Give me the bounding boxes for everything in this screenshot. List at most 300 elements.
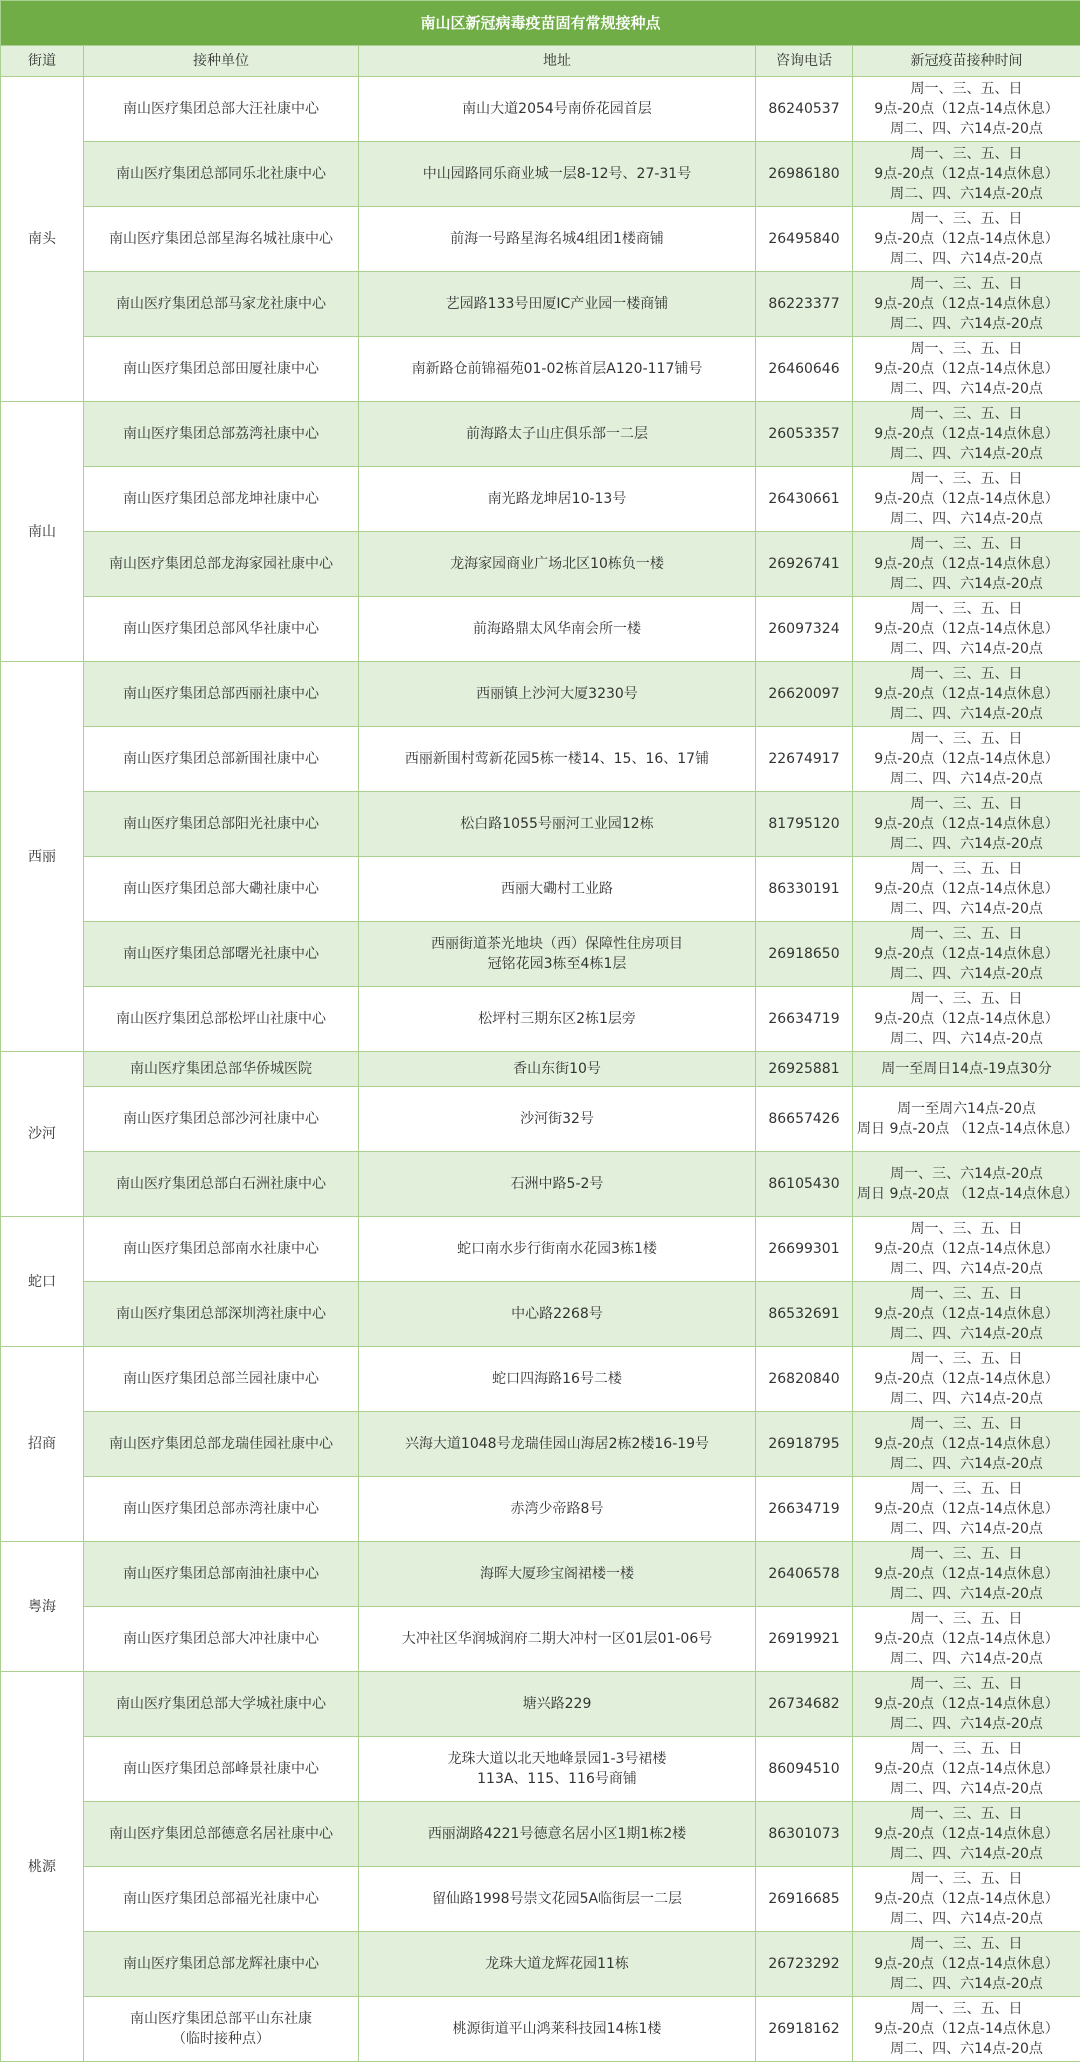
time-line: 周二、四、六14点-20点 (890, 1391, 1043, 1407)
address-cell (359, 1997, 756, 2062)
address-line: 艺园路133号田厦IC产业园一楼商铺 (445, 296, 669, 312)
phone-cell: 86223377 (756, 272, 853, 337)
unit-cell (84, 1997, 359, 2062)
time-line: 9点-20点（12点-14点休息） (874, 621, 1059, 637)
unit-line: （临时接种点） (172, 2031, 270, 2047)
time-line: 周一、三、五、日 (910, 81, 1023, 97)
time-line: 周二、四、六14点-20点 (890, 1716, 1043, 1732)
address-cell (359, 1542, 756, 1607)
time-line: 周一至周六14点-20点 (897, 1101, 1036, 1117)
time-line: 周一、三、五、日 (910, 1806, 1023, 1822)
unit-line: 南山医疗集团总部平山东社康 (130, 2011, 312, 2027)
unit-line: 南山医疗集团总部龙瑞佳园社康中心 (109, 1436, 333, 1452)
address-line: 沙河街32号 (520, 1111, 594, 1127)
address-cell (359, 1607, 756, 1672)
street-cell: 桃源 (1, 1672, 84, 2062)
table-row (1, 662, 1080, 727)
table-header-row (1, 46, 1080, 77)
time-line: 周二、四、六14点-20点 (890, 836, 1043, 852)
time-line: 9点-20点（12点-14点休息） (874, 556, 1059, 572)
address-line: 蛇口四海路16号二楼 (492, 1371, 622, 1387)
address-cell (359, 1867, 756, 1932)
street-cell: 招商 (1, 1347, 84, 1542)
table-row (1, 1997, 1080, 2062)
time-line: 9点-20点（12点-14点休息） (874, 296, 1059, 312)
address-cell (359, 467, 756, 532)
table-row (1, 1672, 1080, 1737)
time-cell (853, 1412, 1080, 1477)
address-cell (359, 922, 756, 987)
table-row (1, 792, 1080, 857)
time-line: 9点-20点（12点-14点休息） (874, 946, 1059, 962)
table-row (1, 1087, 1080, 1152)
address-cell (359, 1282, 756, 1347)
address-line: 松坪村三期东区2栋1层旁 (478, 1011, 636, 1027)
time-line: 周二、四、六14点-20点 (890, 1781, 1043, 1797)
unit-cell (84, 597, 359, 662)
time-line: 周二、四、六14点-20点 (890, 186, 1043, 202)
header-unit: 接种单位 (84, 46, 359, 77)
time-line: 周二、四、六14点-20点 (890, 966, 1043, 982)
time-line: 周一、三、五、日 (910, 991, 1023, 1007)
time-cell (853, 532, 1080, 597)
table-row (1, 467, 1080, 532)
time-line: 9点-20点（12点-14点休息） (874, 1306, 1059, 1322)
phone-cell: 26634719 (756, 1477, 853, 1542)
table-body (1, 77, 1080, 2062)
time-line: 周二、四、六14点-20点 (890, 1031, 1043, 1047)
address-line: 西丽新围村莺新花园5栋一楼14、15、16、17铺 (404, 751, 710, 767)
time-line: 周一、三、五、日 (910, 1481, 1023, 1497)
header-time: 新冠疫苗接种时间 (853, 46, 1080, 77)
unit-line: 南山医疗集团总部大学城社康中心 (116, 1696, 326, 1712)
address-line: 松白路1055号丽河工业园12栋 (460, 816, 654, 832)
unit-cell (84, 1412, 359, 1477)
address-line: 蛇口南水步行街南水花园3栋1楼 (457, 1241, 657, 1257)
time-cell (853, 1087, 1080, 1152)
phone-cell: 26406578 (756, 1542, 853, 1607)
address-line: 中心路2268号 (511, 1306, 603, 1322)
time-line: 周二、四、六14点-20点 (890, 1456, 1043, 1472)
phone-cell: 26097324 (756, 597, 853, 662)
time-cell (853, 597, 1080, 662)
unit-cell (84, 1542, 359, 1607)
unit-line: 南山医疗集团总部兰园社康中心 (123, 1371, 319, 1387)
unit-cell (84, 1802, 359, 1867)
street-cell: 沙河 (1, 1052, 84, 1217)
address-line: 南山大道2054号南侨花园首层 (462, 101, 652, 117)
address-cell (359, 1412, 756, 1477)
phone-cell: 86240537 (756, 77, 853, 142)
time-line: 周二、四、六14点-20点 (890, 1326, 1043, 1342)
address-cell (359, 207, 756, 272)
time-line: 9点-20点（12点-14点休息） (874, 231, 1059, 247)
table-row (1, 1607, 1080, 1672)
time-line: 9点-20点（12点-14点休息） (874, 426, 1059, 442)
time-line: 周一、三、五、日 (910, 1936, 1023, 1952)
phone-cell: 26916685 (756, 1867, 853, 1932)
address-cell (359, 792, 756, 857)
address-cell (359, 857, 756, 922)
table-row (1, 1282, 1080, 1347)
unit-cell (84, 77, 359, 142)
time-line: 周一、三、五、日 (910, 211, 1023, 227)
time-line: 周一、三、五、日 (910, 1546, 1023, 1562)
address-line: 前海路太子山庄俱乐部一二层 (466, 426, 648, 442)
unit-line: 南山医疗集团总部白石洲社康中心 (116, 1176, 326, 1192)
address-line: 113A、115、116号商铺 (477, 1771, 637, 1787)
time-line: 周一、三、五、日 (910, 1676, 1023, 1692)
table-row (1, 77, 1080, 142)
address-cell (359, 77, 756, 142)
unit-line: 南山医疗集团总部峰景社康中心 (123, 1761, 319, 1777)
time-cell (853, 402, 1080, 467)
time-cell (853, 1347, 1080, 1412)
unit-line: 南山医疗集团总部大汪社康中心 (123, 101, 319, 117)
address-line: 南光路龙坤居10-13号 (487, 491, 627, 507)
time-cell (853, 662, 1080, 727)
time-line: 9点-20点（12点-14点休息） (874, 2021, 1059, 2037)
address-line: 兴海大道1048号龙瑞佳园山海居2栋2楼16-19号 (404, 1436, 710, 1452)
address-cell (359, 402, 756, 467)
table-row (1, 857, 1080, 922)
phone-cell: 86657426 (756, 1087, 853, 1152)
unit-cell (84, 662, 359, 727)
time-cell (853, 1997, 1080, 2062)
address-cell (359, 1672, 756, 1737)
table-row (1, 1217, 1080, 1282)
address-line: 桃源街道平山鸿莱科技园14栋1楼 (452, 2021, 662, 2037)
address-line: 香山东街10号 (513, 1061, 601, 1077)
time-cell (853, 77, 1080, 142)
time-line: 周一、三、五、日 (910, 1611, 1023, 1627)
time-line: 周二、四、六14点-20点 (890, 771, 1043, 787)
time-line: 9点-20点（12点-14点休息） (874, 881, 1059, 897)
time-line: 周一、三、五、日 (910, 536, 1023, 552)
unit-line: 南山医疗集团总部同乐北社康中心 (116, 166, 326, 182)
table-row (1, 207, 1080, 272)
phone-cell: 26925881 (756, 1052, 853, 1087)
header-address: 地址 (359, 46, 756, 77)
address-cell (359, 987, 756, 1052)
time-cell (853, 467, 1080, 532)
table-row (1, 1477, 1080, 1542)
time-cell (853, 727, 1080, 792)
time-line: 9点-20点（12点-14点休息） (874, 491, 1059, 507)
unit-cell (84, 1347, 359, 1412)
address-cell (359, 1152, 756, 1217)
time-line: 周二、四、六14点-20点 (890, 1976, 1043, 1992)
time-line: 周一至周日14点-19点30分 (881, 1061, 1052, 1077)
time-line: 周一、三、五、日 (910, 2001, 1023, 2017)
phone-cell: 26723292 (756, 1932, 853, 1997)
time-line: 周一、三、五、日 (910, 1741, 1023, 1757)
phone-cell: 86105430 (756, 1152, 853, 1217)
unit-line: 南山医疗集团总部荔湾社康中心 (123, 426, 319, 442)
table-row (1, 142, 1080, 207)
unit-line: 南山医疗集团总部风华社康中心 (123, 621, 319, 637)
phone-cell: 26986180 (756, 142, 853, 207)
time-cell (853, 207, 1080, 272)
unit-line: 南山医疗集团总部新围社康中心 (123, 751, 319, 767)
time-cell (853, 1672, 1080, 1737)
table-row (1, 1802, 1080, 1867)
phone-cell: 26634719 (756, 987, 853, 1052)
unit-line: 南山医疗集团总部龙坤社康中心 (123, 491, 319, 507)
time-line: 9点-20点（12点-14点休息） (874, 1566, 1059, 1582)
unit-cell (84, 857, 359, 922)
unit-line: 南山医疗集团总部曙光社康中心 (123, 946, 319, 962)
time-line: 9点-20点（12点-14点休息） (874, 1371, 1059, 1387)
address-cell (359, 662, 756, 727)
address-line: 留仙路1998号崇文花园5A临街层一二层 (431, 1891, 683, 1907)
street-cell: 蛇口 (1, 1217, 84, 1347)
time-line: 周二、四、六14点-20点 (890, 381, 1043, 397)
unit-line: 南山医疗集团总部沙河社康中心 (123, 1111, 319, 1127)
unit-cell (84, 142, 359, 207)
time-line: 9点-20点（12点-14点休息） (874, 1241, 1059, 1257)
phone-cell: 26699301 (756, 1217, 853, 1282)
unit-line: 南山医疗集团总部松坪山社康中心 (116, 1011, 326, 1027)
unit-cell (84, 1867, 359, 1932)
address-line: 西丽湖路4221号德意名居小区1期1栋2楼 (427, 1826, 687, 1842)
time-line: 9点-20点（12点-14点休息） (874, 361, 1059, 377)
address-line: 西丽镇上沙河大厦3230号 (476, 686, 638, 702)
unit-cell (84, 402, 359, 467)
time-cell (853, 1867, 1080, 1932)
unit-line: 南山医疗集团总部田厦社康中心 (123, 361, 319, 377)
table-row (1, 1152, 1080, 1217)
unit-cell (84, 727, 359, 792)
address-cell (359, 142, 756, 207)
time-line: 周二、四、六14点-20点 (890, 1911, 1043, 1927)
address-cell (359, 1802, 756, 1867)
time-line: 9点-20点（12点-14点休息） (874, 101, 1059, 117)
address-cell (359, 1737, 756, 1802)
time-line: 周日 9点-20点 （12点-14点休息） (857, 1186, 1079, 1202)
time-line: 周一、三、五、日 (910, 1351, 1023, 1367)
unit-line: 南山医疗集团总部赤湾社康中心 (123, 1501, 319, 1517)
address-line: 龙海家园商业广场北区10栋负一楼 (450, 556, 664, 572)
unit-line: 南山医疗集团总部西丽社康中心 (123, 686, 319, 702)
phone-cell: 86330191 (756, 857, 853, 922)
time-line: 周二、四、六14点-20点 (890, 706, 1043, 722)
street-cell: 粤海 (1, 1542, 84, 1672)
address-line: 中山园路同乐商业城一层8-12号、27-31号 (422, 166, 692, 182)
address-cell (359, 597, 756, 662)
table-row (1, 987, 1080, 1052)
time-line: 周一、三、五、日 (910, 406, 1023, 422)
time-line: 9点-20点（12点-14点休息） (874, 1631, 1059, 1647)
time-line: 周二、四、六14点-20点 (890, 511, 1043, 527)
phone-cell: 26918650 (756, 922, 853, 987)
table-row (1, 1542, 1080, 1607)
time-line: 9点-20点（12点-14点休息） (874, 751, 1059, 767)
address-line: 石洲中路5-2号 (510, 1176, 604, 1192)
table-row (1, 922, 1080, 987)
time-line: 周一、三、五、日 (910, 471, 1023, 487)
unit-line: 南山医疗集团总部阳光社康中心 (123, 816, 319, 832)
time-line: 周二、四、六14点-20点 (890, 1261, 1043, 1277)
table-row (1, 402, 1080, 467)
phone-cell: 26820840 (756, 1347, 853, 1412)
header-street: 街道 (1, 46, 84, 77)
unit-line: 南山医疗集团总部福光社康中心 (123, 1891, 319, 1907)
time-cell (853, 272, 1080, 337)
phone-cell: 26430661 (756, 467, 853, 532)
time-cell (853, 1477, 1080, 1542)
time-line: 9点-20点（12点-14点休息） (874, 1761, 1059, 1777)
unit-cell (84, 272, 359, 337)
table-title: 南山区新冠病毒疫苗固有常规接种点 (1, 1, 1080, 46)
address-line: 龙珠大道以北天地峰景园1-3号裙楼 (447, 1751, 667, 1767)
address-line: 冠铭花园3栋至4栋1层 (487, 956, 627, 972)
unit-cell (84, 337, 359, 402)
table-row (1, 337, 1080, 402)
phone-cell: 26919921 (756, 1607, 853, 1672)
time-line: 9点-20点（12点-14点休息） (874, 686, 1059, 702)
time-line: 周一、三、六14点-20点 (890, 1166, 1043, 1182)
unit-line: 南山医疗集团总部南水社康中心 (123, 1241, 319, 1257)
address-line: 前海一号路星海名城4组团1楼商铺 (450, 231, 664, 247)
phone-cell: 26734682 (756, 1672, 853, 1737)
table-row (1, 597, 1080, 662)
address-cell (359, 1932, 756, 1997)
unit-cell (84, 792, 359, 857)
time-line: 周一、三、五、日 (910, 601, 1023, 617)
time-line: 9点-20点（12点-14点休息） (874, 1501, 1059, 1517)
address-line: 大冲社区华润城润府二期大冲村一区01层01-06号 (401, 1631, 713, 1647)
unit-line: 南山医疗集团总部深圳湾社康中心 (116, 1306, 326, 1322)
table-row (1, 1737, 1080, 1802)
address-line: 龙珠大道龙辉花园11栋 (485, 1956, 629, 1972)
header-phone: 咨询电话 (756, 46, 853, 77)
time-line: 9点-20点（12点-14点休息） (874, 166, 1059, 182)
table-title-row (1, 1, 1080, 46)
time-cell (853, 922, 1080, 987)
phone-cell: 26926741 (756, 532, 853, 597)
time-line: 周一、三、五、日 (910, 146, 1023, 162)
time-line: 9点-20点（12点-14点休息） (874, 1696, 1059, 1712)
unit-line: 南山医疗集团总部大冲社康中心 (123, 1631, 319, 1647)
street-cell: 南头 (1, 77, 84, 402)
time-line: 周一、三、五、日 (910, 276, 1023, 292)
address-line: 海晖大厦珍宝阁裙楼一楼 (480, 1566, 634, 1582)
phone-cell: 26495840 (756, 207, 853, 272)
table-row (1, 1052, 1080, 1087)
table-row (1, 1932, 1080, 1997)
unit-cell (84, 922, 359, 987)
time-line: 9点-20点（12点-14点休息） (874, 1436, 1059, 1452)
unit-line: 南山医疗集团总部德意名居社康中心 (109, 1826, 333, 1842)
unit-cell (84, 1282, 359, 1347)
address-cell (359, 1052, 756, 1087)
time-cell (853, 987, 1080, 1052)
time-line: 周二、四、六14点-20点 (890, 641, 1043, 657)
time-cell (853, 1217, 1080, 1282)
unit-cell (84, 1672, 359, 1737)
street-cell: 西丽 (1, 662, 84, 1052)
unit-cell (84, 1737, 359, 1802)
time-line: 周日 9点-20点 （12点-14点休息） (857, 1121, 1079, 1137)
phone-cell: 26918795 (756, 1412, 853, 1477)
address-line: 塘兴路229 (522, 1696, 592, 1712)
address-cell (359, 1347, 756, 1412)
address-cell (359, 272, 756, 337)
address-line: 西丽大磡村工业路 (501, 881, 613, 897)
time-line: 周二、四、六14点-20点 (890, 576, 1043, 592)
time-line: 周二、四、六14点-20点 (890, 316, 1043, 332)
time-line: 9点-20点（12点-14点休息） (874, 816, 1059, 832)
time-cell (853, 1932, 1080, 1997)
phone-cell: 22674917 (756, 727, 853, 792)
time-line: 周二、四、六14点-20点 (890, 1651, 1043, 1667)
time-line: 9点-20点（12点-14点休息） (874, 1891, 1059, 1907)
time-cell (853, 1152, 1080, 1217)
table-row (1, 532, 1080, 597)
time-cell (853, 792, 1080, 857)
unit-cell (84, 532, 359, 597)
time-cell (853, 857, 1080, 922)
address-cell (359, 337, 756, 402)
unit-cell (84, 1607, 359, 1672)
time-line: 周一、三、五、日 (910, 861, 1023, 877)
phone-cell: 86094510 (756, 1737, 853, 1802)
time-line: 周一、三、五、日 (910, 731, 1023, 747)
address-line: 赤湾少帝路8号 (510, 1501, 604, 1517)
unit-line: 南山医疗集团总部龙海家园社康中心 (109, 556, 333, 572)
phone-cell: 86532691 (756, 1282, 853, 1347)
time-line: 周一、三、五、日 (910, 1286, 1023, 1302)
address-cell (359, 1217, 756, 1282)
time-cell (853, 1282, 1080, 1347)
unit-line: 南山医疗集团总部马家龙社康中心 (116, 296, 326, 312)
unit-cell (84, 207, 359, 272)
time-line: 周二、四、六14点-20点 (890, 446, 1043, 462)
time-cell (853, 142, 1080, 207)
phone-cell: 26460646 (756, 337, 853, 402)
address-line: 西丽街道茶光地块（西）保障性住房项目 (431, 936, 683, 952)
unit-cell (84, 1087, 359, 1152)
table-row (1, 1412, 1080, 1477)
unit-cell (84, 987, 359, 1052)
time-line: 周一、三、五、日 (910, 1871, 1023, 1887)
phone-cell: 86301073 (756, 1802, 853, 1867)
phone-cell: 26053357 (756, 402, 853, 467)
time-line: 周一、三、五、日 (910, 341, 1023, 357)
time-line: 周二、四、六14点-20点 (890, 1846, 1043, 1862)
time-line: 周二、四、六14点-20点 (890, 251, 1043, 267)
table-row (1, 272, 1080, 337)
time-cell (853, 1542, 1080, 1607)
unit-line: 南山医疗集团总部星海名城社康中心 (109, 231, 333, 247)
time-line: 周一、三、五、日 (910, 1416, 1023, 1432)
time-line: 周一、三、五、日 (910, 926, 1023, 942)
time-line: 周二、四、六14点-20点 (890, 901, 1043, 917)
table-row (1, 727, 1080, 792)
address-line: 前海路鼎太风华南会所一楼 (473, 621, 641, 637)
time-line: 周一、三、五、日 (910, 796, 1023, 812)
street-cell: 南山 (1, 402, 84, 662)
table-row (1, 1867, 1080, 1932)
time-cell (853, 1607, 1080, 1672)
time-cell (853, 1737, 1080, 1802)
unit-line: 南山医疗集团总部大磡社康中心 (123, 881, 319, 897)
time-cell (853, 337, 1080, 402)
unit-line: 南山医疗集团总部华侨城医院 (130, 1061, 312, 1077)
phone-cell: 26918162 (756, 1997, 853, 2062)
time-line: 周二、四、六14点-20点 (890, 121, 1043, 137)
